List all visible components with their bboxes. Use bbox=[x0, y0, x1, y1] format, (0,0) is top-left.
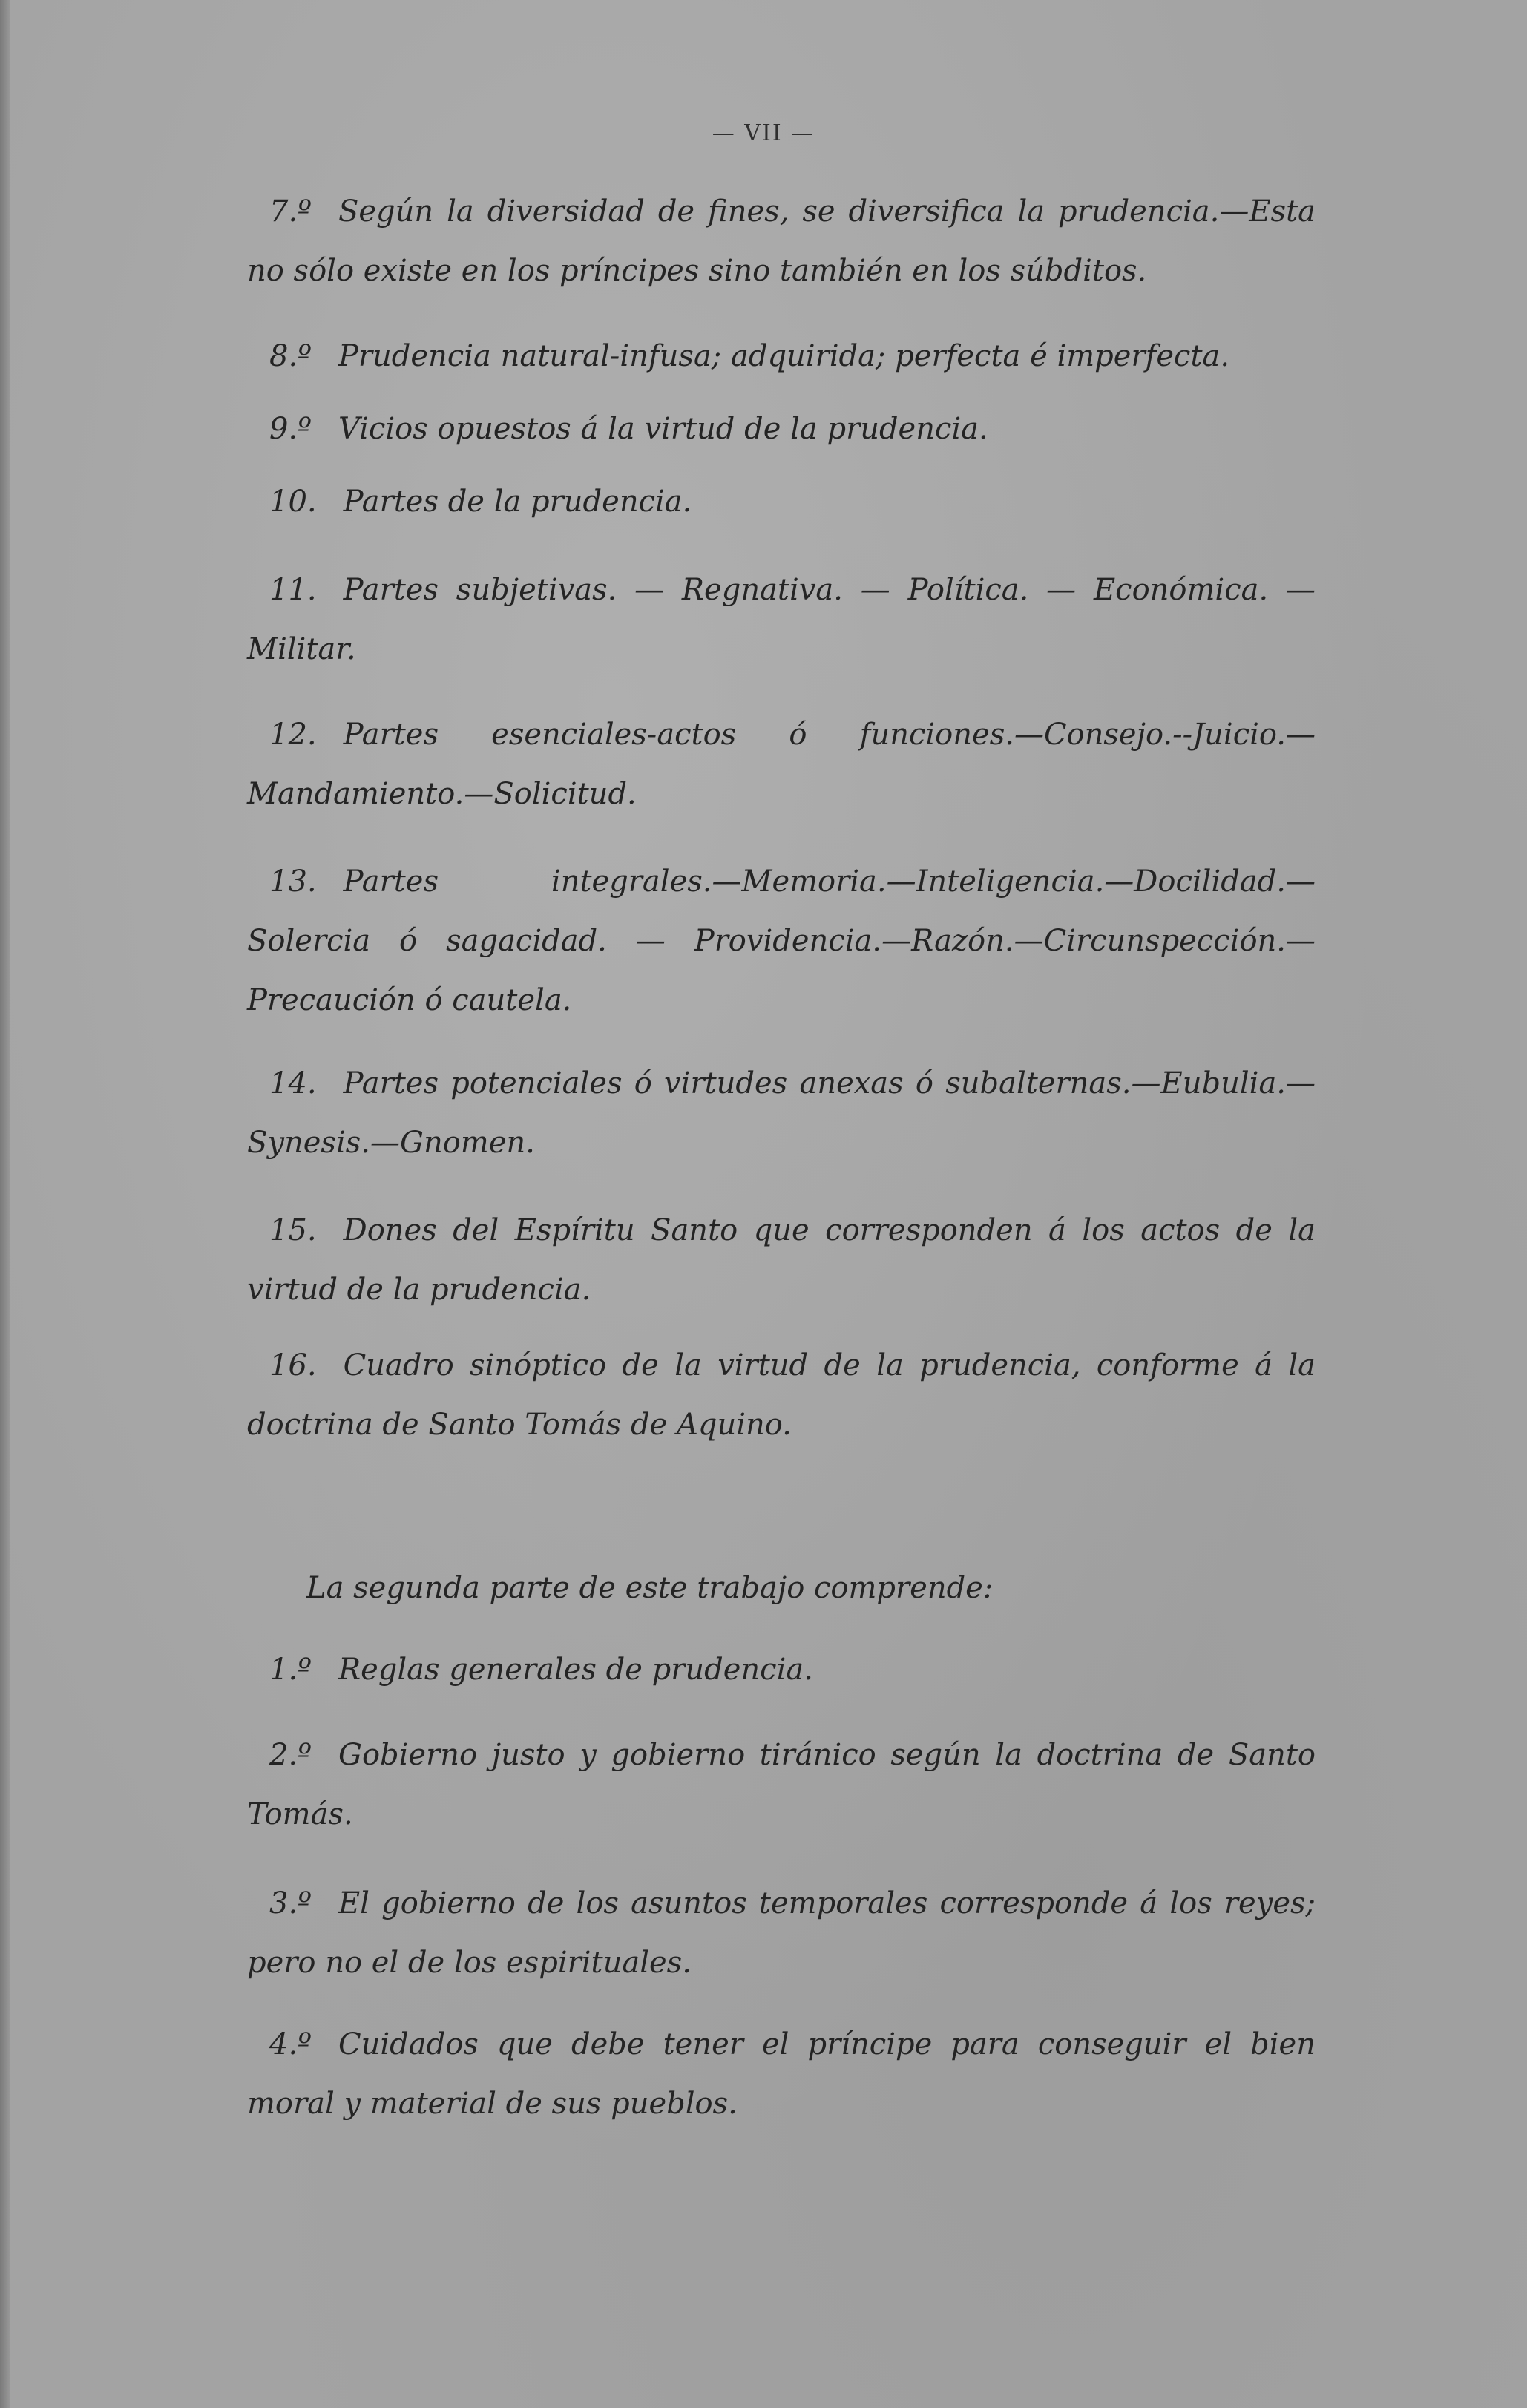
list-item bbox=[247, 1336, 1316, 1454]
item-text: Partes de la prudencia. bbox=[343, 485, 692, 519]
item-text: Dones del Espíritu Santo que corresponden á los actos de la virtud de la prudencia. bbox=[247, 1213, 1316, 1307]
item-text: Vicios opuestos á la virtud de la prudencia. bbox=[338, 412, 988, 446]
item-text: Reglas generales de prudencia. bbox=[338, 1653, 813, 1687]
list-item bbox=[247, 1725, 1316, 1844]
item-number: 15. bbox=[269, 1213, 317, 1247]
item-text: Partes subjetivas. — Regnativa. — Política. — Económica. — Militar. bbox=[247, 573, 1316, 666]
list-item bbox=[247, 2015, 1316, 2133]
item-number: 8.º bbox=[269, 339, 312, 373]
item-text: Partes integrales.—Memoria.—Inteligencia.—Docilidad.—Solercia ó sagacidad. — Providencia.—Razón.—Circunspección.—Precaución ó cautela. bbox=[247, 865, 1316, 1017]
item-number: 10. bbox=[269, 485, 317, 519]
list-item bbox=[247, 399, 1316, 459]
item-text: Partes potenciales ó virtudes anexas ó subalternas.—Eubulia.—Synesis.—Gnomen. bbox=[247, 1066, 1316, 1160]
item-number: 9.º bbox=[269, 412, 312, 446]
item-number: 16. bbox=[269, 1348, 317, 1382]
page-edge-shadow bbox=[0, 0, 10, 2408]
item-number: 4.º bbox=[269, 2027, 312, 2061]
list-item bbox=[247, 560, 1316, 679]
list-item bbox=[247, 182, 1316, 301]
item-text: Gobierno justo y gobierno tiránico según la doctrina de Santo Tomás. bbox=[247, 1738, 1316, 1831]
page-number-heading: — VII — bbox=[712, 120, 815, 146]
item-number: 2.º bbox=[269, 1738, 312, 1772]
list-item bbox=[247, 1640, 1316, 1699]
item-text: Partes esenciales-actos ó funciones.—Consejo.--Juicio.—Mandamiento.—Solicitud. bbox=[247, 718, 1316, 811]
item-number: 12. bbox=[269, 718, 317, 752]
list-item bbox=[247, 327, 1316, 386]
item-number: 3.º bbox=[269, 1886, 312, 1920]
item-number: 14. bbox=[269, 1066, 317, 1100]
item-number: 13. bbox=[269, 865, 317, 899]
item-text: Cuidados que debe tener el príncipe para conseguir el bien moral y material de sus pueblos. bbox=[247, 2027, 1316, 2121]
list-item bbox=[247, 472, 1316, 531]
item-text: Cuadro sinóptico de la virtud de la prudencia, conforme á la doctrina de Santo Tomás de Aquino. bbox=[247, 1348, 1316, 1442]
list-item bbox=[247, 852, 1316, 1030]
item-text: Prudencia natural-infusa; adquirida; perfecta é imperfecta. bbox=[338, 339, 1230, 373]
list-item bbox=[247, 705, 1316, 824]
list-item bbox=[247, 1201, 1316, 1319]
item-number: 1.º bbox=[269, 1653, 312, 1687]
list-item bbox=[247, 1054, 1316, 1172]
item-number: 7.º bbox=[269, 194, 312, 229]
item-text: El gobierno de los asuntos temporales corresponde á los reyes; pero no el de los espirituales. bbox=[247, 1886, 1316, 1980]
second-part-intro: La segunda parte de este trabajo comprende: bbox=[306, 1571, 994, 1605]
list-item bbox=[247, 1874, 1316, 1992]
item-number: 11. bbox=[269, 573, 317, 607]
item-text: Según la diversidad de fines, se diversifica la prudencia.—Esta no sólo existe en los príncipes sino también en los súbditos. bbox=[247, 194, 1316, 288]
